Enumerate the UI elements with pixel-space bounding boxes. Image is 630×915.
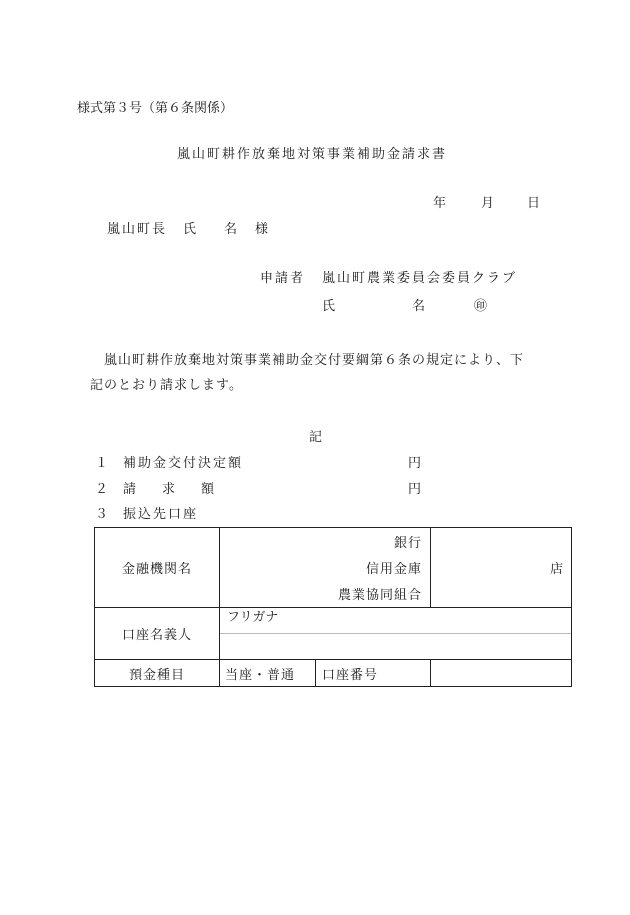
applicant-name-mei: 名 <box>412 299 426 314</box>
addressee-name: 嵐山町長 <box>107 222 168 237</box>
deposit-type-options-cell[interactable] <box>220 660 316 687</box>
furigana-row[interactable] <box>220 608 571 634</box>
form-number: 様式第３号（第６条関係） <box>77 101 234 116</box>
item-2-number: ２ <box>95 482 109 497</box>
bank-type-credit-union: 信用金庫 <box>365 561 422 577</box>
date-year-label: 年 <box>433 196 447 211</box>
bank-account-table <box>94 527 572 687</box>
account-number-label: 口座番号 <box>322 667 379 683</box>
seal-mark: ㊞ <box>474 299 488 314</box>
account-holder-label: 口座名義人 <box>121 628 192 643</box>
branch-suffix: 店 <box>549 562 563 577</box>
applicant-name-shi: 氏 <box>322 299 336 314</box>
addressee-sama: 様 <box>255 222 269 237</box>
item-3-number: ３ <box>95 507 109 522</box>
deposit-type-options: 当座・普通 <box>225 667 296 683</box>
bank-type-bank: 銀行 <box>393 535 422 551</box>
item-1-number: １ <box>95 456 109 471</box>
holder-name-row[interactable] <box>220 634 571 659</box>
account-holder-cell[interactable] <box>220 608 572 660</box>
item-2-label: 請 求 額 <box>123 482 215 497</box>
item-3-label: 振込先口座 <box>123 507 199 522</box>
bank-type-agricultural-coop: 農業協同組合 <box>337 587 422 603</box>
institution-label-cell <box>95 528 220 608</box>
document-title: 嵐山町耕作放棄地対策事業補助金請求書 <box>177 147 448 162</box>
branch-cell[interactable] <box>431 528 572 608</box>
applicant-organization: 嵐山町農業委員会委員クラブ <box>322 271 518 286</box>
date-day-label: 日 <box>527 196 541 211</box>
date-month-label: 月 <box>481 196 495 211</box>
applicant-label: 申請者 <box>260 271 306 286</box>
account-holder-label-cell <box>95 608 220 660</box>
furigana-label: フリガナ <box>227 610 279 625</box>
institution-name-cell[interactable] <box>220 528 431 608</box>
item-1-unit: 円 <box>408 456 422 471</box>
item-2-unit: 円 <box>408 482 422 497</box>
account-number-cell[interactable] <box>431 660 572 687</box>
body-text-line-2: 記のとおり請求します。 <box>90 378 243 393</box>
body-text-line-1: 嵐山町耕作放棄地対策事業補助金交付要綱第６条の規定により、下 <box>104 353 525 368</box>
addressee-shi: 氏 <box>183 222 197 237</box>
ki-heading: 記 <box>309 430 323 445</box>
item-1-label: 補助金交付決定額 <box>123 456 244 471</box>
deposit-type-label: 預金種目 <box>128 667 185 683</box>
account-number-label-cell <box>316 660 431 687</box>
deposit-type-label-cell <box>95 660 220 687</box>
institution-label: 金融機関名 <box>121 562 192 577</box>
addressee-mei: 名 <box>224 222 238 237</box>
